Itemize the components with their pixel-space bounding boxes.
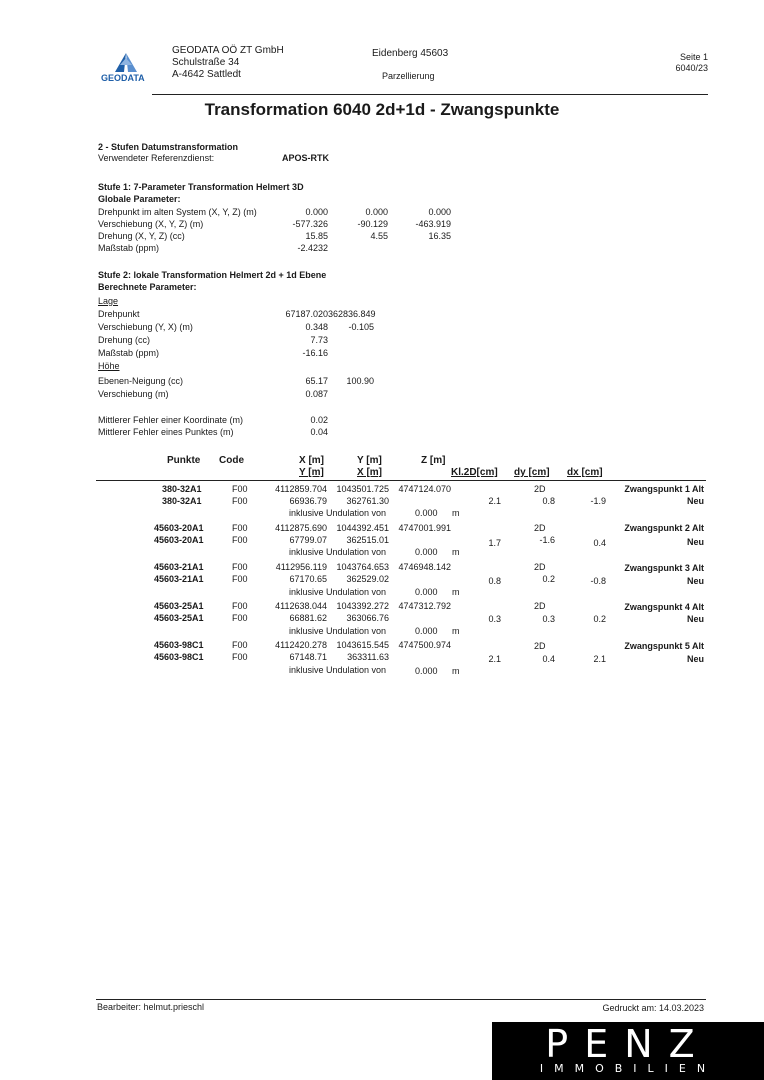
error-label: Mittlerer Fehler einer Koordinate (m) <box>98 415 244 425</box>
param-value: 0.087 <box>305 389 328 399</box>
dx-value: -1.9 <box>590 496 606 506</box>
coord-y: 1043764.653 <box>336 562 389 572</box>
penz-logo-small: IMMOBILIEN <box>539 1062 717 1075</box>
undulation-value: 0.000 <box>415 626 438 636</box>
coord-x-new: 363311.63 <box>347 652 389 662</box>
page-number: Seite 1 <box>679 52 708 62</box>
point-code: F00 <box>232 601 248 611</box>
dy-value: 0.4 <box>542 654 555 664</box>
param-value: -16.16 <box>302 348 328 358</box>
footer-divider <box>96 999 706 1000</box>
col-dy: dy [cm] <box>514 467 550 478</box>
penz-logo <box>492 1022 764 1080</box>
point-id: 45603-25A1 <box>154 613 204 623</box>
point-id: 380-32A1 <box>162 484 202 494</box>
coord-y: 1044392.451 <box>336 523 389 533</box>
undulation-label: inklusive Undulation von <box>289 508 387 518</box>
coord-x: 4112420.278 <box>275 640 327 650</box>
undulation-unit: m <box>452 508 460 518</box>
coord-y-new: 67170.65 <box>289 574 327 584</box>
coord-y-new: 66936.79 <box>289 496 327 506</box>
point-code: F00 <box>232 496 248 506</box>
point-code: F00 <box>232 523 248 533</box>
col-code: Code <box>219 455 244 466</box>
lage-label: Lage <box>98 296 119 306</box>
company-street: Schulstraße 34 <box>172 57 240 68</box>
geodata-logo-icon <box>111 52 141 74</box>
kl-value: 0.8 <box>488 576 501 586</box>
param-value: -0.105 <box>348 322 374 332</box>
coord-y: 1043501.725 <box>336 484 389 494</box>
error-value: 0.04 <box>310 427 328 437</box>
dx-value: 0.4 <box>593 538 606 548</box>
param-value: -2.4232 <box>297 243 328 253</box>
coord-y: 1043392.272 <box>336 601 389 611</box>
dx-value: 0.2 <box>593 614 606 624</box>
point-code: F00 <box>232 535 248 545</box>
param-label: Drehung (X, Y, Z) (cc) <box>98 231 185 241</box>
hoehe-label: Höhe <box>98 361 120 371</box>
undulation-value: 0.000 <box>415 587 438 597</box>
point-id: 380-32A1 <box>162 496 202 506</box>
penz-logo-big: PENZ <box>545 1022 711 1066</box>
coord-y-new: 66881.62 <box>289 613 327 623</box>
point-role: Zwangspunkt 1 Alt <box>624 484 704 494</box>
coord-z: 4747124.070 <box>398 484 451 494</box>
undulation-label: inklusive Undulation von <box>289 626 387 636</box>
point-code: F00 <box>232 484 248 494</box>
param-value: 0.000 <box>365 207 388 217</box>
point-role: Neu <box>686 614 704 624</box>
param-value: 0.000 <box>428 207 451 217</box>
point-code: F00 <box>232 652 248 662</box>
undulation-unit: m <box>452 547 460 557</box>
coord-z: 4747001.991 <box>398 523 451 533</box>
project-name: Eidenberg 45603 <box>372 48 449 59</box>
datum-heading: 2 - Stufen Datumstransformation <box>98 142 239 152</box>
param-value: 0.000 <box>305 207 328 217</box>
project-subject: Parzellierung <box>382 71 435 81</box>
param-value: -577.326 <box>292 219 328 229</box>
coord-x-new: 362761.30 <box>346 496 389 506</box>
point-code: F00 <box>232 640 248 650</box>
error-label: Mittlerer Fehler eines Punktes (m) <box>98 427 234 437</box>
param-value: 100.90 <box>346 376 374 386</box>
param-value: -90.129 <box>357 219 388 229</box>
point-role: Zwangspunkt 4 Alt <box>624 602 704 612</box>
param-label: Drehpunkt im alten System (X, Y, Z) (m) <box>98 207 257 217</box>
param-value: -463.919 <box>415 219 451 229</box>
param-value: 362836.849 <box>328 309 376 319</box>
param-value: 4.55 <box>370 231 388 241</box>
company-name: GEODATA OÖ ZT GmbH <box>172 45 284 56</box>
undulation-unit: m <box>452 626 460 636</box>
col-punkte: Punkte <box>167 455 201 466</box>
coord-y: 1043615.545 <box>336 640 389 650</box>
undulation-label: inklusive Undulation von <box>289 547 387 557</box>
point-id: 45603-25A1 <box>154 601 204 611</box>
header-divider <box>152 94 708 95</box>
point-role: Neu <box>686 496 704 506</box>
coord-z: 4746948.142 <box>398 562 451 572</box>
point-role: Neu <box>686 576 704 586</box>
param-value: 16.35 <box>428 231 451 241</box>
stage2-subheading: Berechnete Parameter: <box>98 282 197 292</box>
kl-value: 1.7 <box>488 538 501 548</box>
table-header-divider <box>96 480 706 481</box>
point-id: 45603-98C1 <box>154 640 204 650</box>
ref-label: Verwendeter Referenzdienst: <box>98 153 215 163</box>
ref-value: APOS-RTK <box>282 153 329 163</box>
coord-z: 4747312.792 <box>398 601 451 611</box>
dy-value: 0.2 <box>542 574 555 584</box>
param-label: Drehung (cc) <box>98 335 151 345</box>
param-value: 65.17 <box>305 376 328 386</box>
point-code: F00 <box>232 562 248 572</box>
coord-z: 4747500.974 <box>398 640 451 650</box>
document-number: 6040/23 <box>675 63 708 73</box>
page-title: Transformation 6040 2d+1d - Zwangspunkte <box>204 100 560 119</box>
undulation-value: 0.000 <box>415 547 438 557</box>
param-label: Verschiebung (Y, X) (m) <box>98 322 193 332</box>
company-city: A-4642 Sattledt <box>172 69 241 80</box>
param-value: 7.73 <box>310 335 328 345</box>
coord-x: 4112859.704 <box>275 484 327 494</box>
mode-label: 2D <box>534 562 546 572</box>
point-role: Zwangspunkt 2 Alt <box>624 523 704 533</box>
undulation-unit: m <box>452 666 460 676</box>
coord-y-new: 67799.07 <box>289 535 327 545</box>
mode-label: 2D <box>534 641 546 651</box>
col-dx: dx [cm] <box>567 467 603 478</box>
mode-label: 2D <box>534 523 546 533</box>
coord-x-new: 362515.01 <box>346 535 389 545</box>
coord-y-new: 67148.71 <box>289 652 327 662</box>
point-code: F00 <box>232 613 248 623</box>
kl-value: 0.3 <box>488 614 501 624</box>
undulation-value: 0.000 <box>415 666 438 676</box>
param-label: Verschiebung (X, Y, Z) (m) <box>98 219 204 229</box>
dx-value: 2.1 <box>593 654 606 664</box>
point-role: Neu <box>686 537 704 547</box>
logo-text: GEODATA <box>101 73 145 83</box>
col-x-bottom: Y [m] <box>299 467 324 478</box>
kl-value: 2.1 <box>488 496 501 506</box>
point-id: 45603-21A1 <box>154 574 204 584</box>
dy-value: 0.3 <box>542 614 555 624</box>
point-id: 45603-20A1 <box>154 523 204 533</box>
kl-value: 2.1 <box>488 654 501 664</box>
param-value: 0.348 <box>305 322 328 332</box>
coord-x-new: 363066.76 <box>346 613 389 623</box>
stage1-heading: Stufe 1: 7-Parameter Transformation Helmert 3D <box>98 182 304 192</box>
point-id: 45603-20A1 <box>154 535 204 545</box>
dx-value: -0.8 <box>590 576 606 586</box>
coord-x-new: 362529.02 <box>346 574 389 584</box>
bearbeiter: Bearbeiter: helmut.prieschl <box>97 1002 205 1012</box>
error-value: 0.02 <box>310 415 328 425</box>
print-date: Gedruckt am: 14.03.2023 <box>602 1003 704 1013</box>
col-x-top: X [m] <box>299 455 324 466</box>
coord-x: 4112638.044 <box>275 601 327 611</box>
point-code: F00 <box>232 574 248 584</box>
stage2-heading: Stufe 2: lokale Transformation Helmert 2d + 1d Ebene <box>98 270 327 280</box>
param-value: 67187.020 <box>285 309 328 319</box>
undulation-label: inklusive Undulation von <box>289 587 387 597</box>
mode-label: 2D <box>534 601 546 611</box>
col-y-bottom: X [m] <box>357 467 382 478</box>
point-role: Neu <box>686 654 704 664</box>
param-label: Maßstab (ppm) <box>98 348 160 358</box>
undulation-unit: m <box>452 587 460 597</box>
point-id: 45603-21A1 <box>154 562 204 572</box>
param-label: Drehpunkt <box>98 309 140 319</box>
mode-label: 2D <box>534 484 546 494</box>
dy-value: 0.8 <box>542 496 555 506</box>
col-kl: Kl.2D[cm] <box>451 467 498 478</box>
point-id: 45603-98C1 <box>154 652 204 662</box>
undulation-label: inklusive Undulation von <box>289 665 387 675</box>
coord-x: 4112875.690 <box>275 523 327 533</box>
col-z: Z [m] <box>421 455 446 466</box>
point-role: Zwangspunkt 5 Alt <box>624 641 704 651</box>
coord-x: 4112956.119 <box>275 562 327 572</box>
col-y-top: Y [m] <box>357 455 382 466</box>
dy-value: -1.6 <box>539 535 555 545</box>
point-role: Zwangspunkt 3 Alt <box>624 563 704 573</box>
param-label: Ebenen-Neigung (cc) <box>98 376 184 386</box>
param-label: Maßstab (ppm) <box>98 243 160 253</box>
param-label: Verschiebung (m) <box>98 389 169 399</box>
stage1-subheading: Globale Parameter: <box>98 194 181 204</box>
undulation-value: 0.000 <box>415 508 438 518</box>
param-value: 15.85 <box>305 231 328 241</box>
